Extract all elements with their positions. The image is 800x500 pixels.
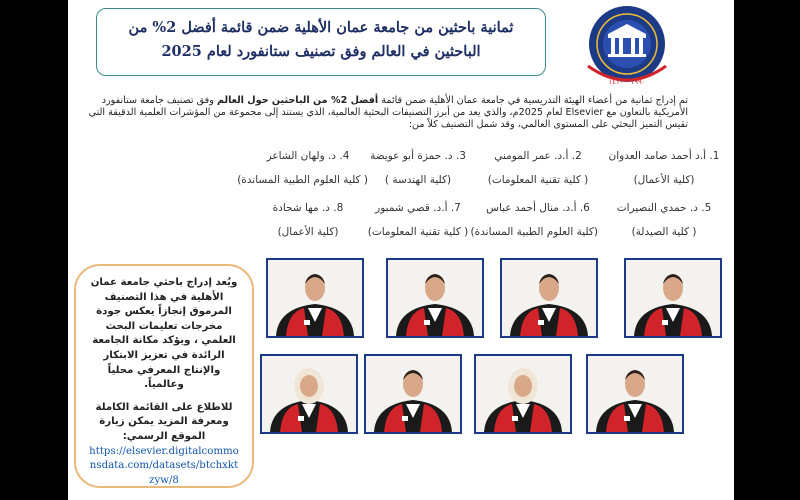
info-callout-box: [74, 264, 254, 488]
researcher-name: 6. أ.د. منال أحمد عباس: [486, 202, 590, 214]
researcher-college: (كلية الهندسة ): [384, 174, 452, 186]
callout-text-2: للاطلاع على القائمة الكاملة ومعرفة المزيد يمكن زيارة الموقع الرسمي:: [95, 401, 233, 442]
photo-researcher-woman-1: [260, 354, 358, 434]
portrait-figure: [502, 260, 596, 336]
headline-line-2: الباحثين في العالم وفق تصنيف ستانفورد لعام 2025: [161, 43, 481, 60]
portrait-figure: [476, 356, 570, 432]
portrait-figure: [268, 260, 362, 336]
logo-year: ١٩٩٠ - ١٤١٠: [608, 78, 646, 86]
photo-researcher-man-2: [500, 258, 598, 338]
dataset-link[interactable]: https://elsevier.digitalcommonsdata.com/datasets/btchxktzyw/8: [89, 445, 239, 486]
researcher-name: 5. د. حمدي النصيرات: [616, 202, 712, 214]
researcher-college: ( كلية تقنية المعلومات): [367, 226, 469, 238]
researcher-6: [470, 202, 598, 238]
researcher-5: [604, 202, 724, 238]
portrait-figure: [588, 356, 682, 432]
photo-researcher-man-3: [386, 258, 484, 338]
photo-researcher-man-5: [364, 354, 462, 434]
portrait-figure: [262, 356, 356, 432]
intro-paragraph: [88, 95, 688, 131]
photo-researcher-woman-2: [474, 354, 572, 434]
intro-text-1: تم إدراج ثمانية من أعضاء الهيئة التدريسية في جامعة عمان الأهلية ضمن قائمة: [381, 95, 688, 106]
researcher-name: 7. أ.د. قصي شمبور: [375, 202, 461, 214]
researcher-name: 8. د. مها شحادة: [272, 202, 344, 214]
researcher-8: [248, 202, 368, 238]
photo-researcher-man-6: [586, 354, 684, 434]
researcher-1: [604, 150, 724, 186]
intro-text-2: وفق تصنيف جامعة ستانفورد الأمريكية بالتعاون مع Elsevier لعام 2025م، والذي يعد من أبرز التصنيفات البحثية العالمية، الذي يستند إلى مجموعة من المؤشرات العلمية الدقيقة التي تقيس التميز البحثي على المستوى العالمي، وقد شمل التصنيف كلاً من:: [88, 95, 688, 130]
researcher-4: [237, 150, 368, 186]
headline-line-1: ثمانية باحثين من جامعة عمان الأهلية ضمن قائمة أفضل 2% من: [128, 19, 514, 36]
intro-bold: أفضل 2% من الباحثين حول العالم: [216, 95, 379, 106]
researcher-college: ( كلية الصيدلة): [631, 226, 697, 238]
university-logo: [568, 4, 686, 86]
researcher-college: ( كلية تقنية المعلومات): [487, 174, 589, 186]
researcher-college: (كلية العلوم الطبية المساندة): [470, 226, 598, 238]
photo-researcher-man-4: [266, 258, 364, 338]
researcher-college: ( كلية العلوم الطبية المساندة): [237, 174, 368, 186]
portrait-figure: [626, 260, 720, 336]
researcher-list: [68, 146, 734, 246]
headline-box: [96, 8, 546, 76]
researcher-name: 3. د. حمزة أبو عويضة: [370, 150, 466, 162]
callout-text-1: ويُعد إدراج باحثي جامعة عمان الأهلية في هذا التصنيف المرموق إنجازاً يعكس جودة مخرجات تعليمات البحث العلمي ، ويؤكد مكانة الجامعة الرائدة في تعزيز الابتكار والإنتاج المعرفي محلياً وعالمياً.: [90, 277, 238, 391]
researcher-7: [358, 202, 478, 238]
photo-researcher-man-1: [624, 258, 722, 338]
researcher-name: 2. أ.د. عمر المومني: [494, 150, 582, 162]
researcher-2: [478, 150, 598, 186]
researcher-college: (كلية الأعمال): [633, 174, 695, 186]
portrait-figure: [366, 356, 460, 432]
researcher-name: 1. أ.د أحمد صامد العدوان: [608, 150, 720, 162]
portrait-figure: [388, 260, 482, 336]
researcher-college: (كلية الأعمال): [277, 226, 339, 238]
researcher-name: 4. د. ولهان الشاعر: [266, 150, 350, 162]
researcher-3: [358, 150, 478, 186]
news-document: [68, 0, 734, 500]
